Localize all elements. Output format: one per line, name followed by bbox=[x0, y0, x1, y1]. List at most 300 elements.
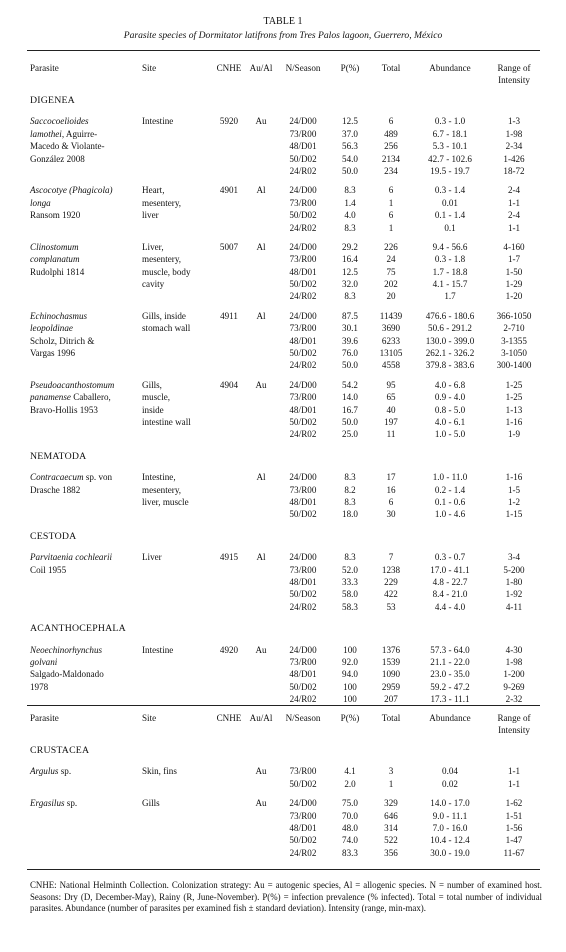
authority-text: Bravo-Hollis 1953 bbox=[30, 404, 98, 415]
prevalence-value: 48.0 bbox=[342, 822, 358, 833]
prevalence-cell bbox=[330, 551, 370, 613]
intensity-range-value: 1-2 bbox=[507, 496, 521, 507]
species-name: Echinochasmus bbox=[30, 310, 88, 321]
authority-text: Macedo & Violante- bbox=[30, 141, 105, 152]
total-value: 1 bbox=[388, 197, 394, 208]
intensity-range-value: 1-5 bbox=[507, 484, 521, 495]
n-season-value: 73/R00 bbox=[289, 810, 317, 821]
abundance-value: 4.8 - 22.7 bbox=[432, 576, 468, 587]
n-season-value: 73/R00 bbox=[289, 564, 317, 575]
prevalence-value: 70.0 bbox=[342, 810, 358, 821]
total-value: 40 bbox=[386, 404, 396, 415]
authority-text: Coil 1955 bbox=[30, 564, 67, 575]
abundance-value: 0.2 - 1.4 bbox=[434, 484, 466, 495]
site-line: muscle, bbox=[142, 392, 171, 403]
abundance-value: 8.4 - 21.0 bbox=[432, 589, 468, 600]
total-value: 1238 bbox=[381, 564, 401, 575]
parasite-name-line bbox=[30, 335, 142, 347]
abundance-value: 59.2 - 47.2 bbox=[430, 681, 470, 692]
total-value: 1539 bbox=[381, 656, 401, 667]
n-season-value: 73/R00 bbox=[289, 484, 317, 495]
prevalence-value: 12.5 bbox=[342, 266, 358, 277]
prevalence-value: 92.0 bbox=[342, 656, 358, 667]
abundance-cell bbox=[412, 310, 488, 372]
prevalence-value: 56.3 bbox=[342, 141, 358, 152]
abundance-value: 0.3 - 1.0 bbox=[434, 116, 466, 127]
prevalence-value: 50.0 bbox=[342, 417, 358, 427]
prevalence-value: 16.4 bbox=[342, 254, 358, 265]
prevalence-value: 8.3 bbox=[344, 496, 356, 507]
n-season-value: 24/D00 bbox=[289, 241, 317, 252]
parasite-name-line bbox=[30, 347, 142, 359]
n-season-value: 73/R00 bbox=[289, 197, 317, 208]
site-line: stomach wall bbox=[142, 323, 191, 334]
species-name: lamothei bbox=[30, 128, 62, 139]
n-season-value: 73/R00 bbox=[289, 254, 317, 265]
bottom-rule bbox=[27, 869, 540, 870]
n-season-value: 50/D02 bbox=[289, 279, 317, 290]
abundance-value: 17.0 - 41.1 bbox=[430, 564, 470, 575]
parasite-name-line bbox=[30, 404, 142, 416]
intensity-range-value: 1-3 bbox=[507, 116, 521, 127]
header-range-line1: Range of bbox=[497, 63, 531, 73]
abundance-value: 1.0 - 4.6 bbox=[434, 509, 466, 520]
strategy-cell: Al bbox=[256, 241, 266, 252]
n-season-cell bbox=[276, 184, 330, 234]
intensity-range-value: 1-98 bbox=[505, 656, 523, 667]
n-season-value: 48/D01 bbox=[289, 404, 317, 415]
intensity-range-value: 3-4 bbox=[507, 552, 521, 563]
prevalence-cell bbox=[330, 184, 370, 234]
strategy-cell: Al bbox=[256, 552, 266, 563]
n-season-value: 50/D02 bbox=[289, 509, 317, 520]
prevalence-value: 2.0 bbox=[344, 778, 356, 789]
prevalence-cell bbox=[330, 379, 370, 441]
total-value: 95 bbox=[386, 379, 396, 390]
intensity-range-value: 1-92 bbox=[505, 589, 523, 600]
n-season-value: 48/D01 bbox=[289, 669, 317, 680]
intensity-range-value: 1-62 bbox=[505, 798, 523, 809]
parasite-name-line bbox=[30, 471, 142, 483]
parasite-name-line bbox=[30, 765, 142, 777]
parasite-name-line bbox=[30, 484, 142, 496]
cnhe-cell: 4901 bbox=[219, 185, 239, 196]
intensity-range-value: 9-269 bbox=[503, 681, 525, 692]
header-total: Total bbox=[381, 63, 401, 73]
strategy-cell: Al bbox=[256, 185, 266, 196]
site-line: Gills, bbox=[142, 379, 162, 390]
site-line: inside bbox=[142, 404, 164, 415]
intensity-range-value: 1-200 bbox=[503, 669, 525, 680]
authority-text: 1978 bbox=[30, 681, 49, 692]
site-line: Intestine, bbox=[142, 472, 176, 483]
top-rule bbox=[27, 50, 540, 51]
intensity-range-value: 1-29 bbox=[505, 279, 523, 290]
parasite-name-line bbox=[30, 681, 142, 693]
prevalence-value: 87.5 bbox=[342, 310, 358, 321]
abundance-value: 0.9 - 4.0 bbox=[434, 392, 466, 403]
prevalence-value: 8.2 bbox=[344, 484, 356, 495]
prevalence-value: 74.0 bbox=[342, 835, 358, 846]
parasite-name-line bbox=[30, 197, 142, 209]
cnhe-cell: 4920 bbox=[219, 644, 239, 655]
parasite-name-line bbox=[30, 209, 142, 221]
intensity-range-cell bbox=[488, 797, 540, 859]
parasite-name-line bbox=[30, 128, 142, 140]
species-name: Ergasilus bbox=[30, 798, 65, 809]
header-range-line2: Intensity bbox=[498, 75, 530, 86]
species-name: Pseudoacanthostomum bbox=[30, 379, 115, 390]
intensity-range-value: 1-98 bbox=[505, 128, 523, 139]
table-row bbox=[30, 115, 540, 177]
prevalence-value: 8.3 bbox=[344, 222, 356, 233]
n-season-value: 50/D02 bbox=[289, 778, 317, 789]
total-cell bbox=[370, 644, 412, 706]
abundance-value: 5.3 - 10.1 bbox=[432, 141, 468, 152]
species-name: Parvitaenia cochlearii bbox=[30, 552, 113, 563]
abundance-value: 0.3 - 0.7 bbox=[434, 552, 466, 563]
authority-text: González 2008 bbox=[30, 153, 85, 164]
n-season-value: 50/D02 bbox=[289, 348, 317, 359]
n-season-value: 24/R02 bbox=[289, 360, 317, 371]
abundance-cell bbox=[412, 241, 488, 303]
intensity-range-value: 2-710 bbox=[503, 323, 525, 334]
parasite-name-line bbox=[30, 797, 142, 809]
n-season-value: 24/D00 bbox=[289, 644, 317, 655]
abundance-value: 7.0 - 16.0 bbox=[432, 822, 468, 833]
total-cell bbox=[370, 184, 412, 234]
intensity-range-value: 1-1 bbox=[507, 778, 521, 789]
abundance-value: 17.3 - 11.1 bbox=[430, 694, 470, 705]
parasite-name-line bbox=[30, 241, 142, 253]
abundance-value: 0.1 - 0.6 bbox=[434, 496, 466, 507]
cnhe-cell: 4911 bbox=[220, 310, 238, 321]
table-subtitle: Parasite species of Dormitator latifrons from Tres Palos lagoon, Guerrero, México bbox=[123, 30, 443, 41]
abundance-value: 4.0 - 6.1 bbox=[434, 417, 466, 427]
site-cell bbox=[142, 765, 212, 777]
header-abundance: Abundance bbox=[429, 63, 471, 73]
intensity-range-value: 18-72 bbox=[503, 165, 525, 176]
authority-text: Rudolphi 1814 bbox=[30, 266, 85, 277]
total-value: 2959 bbox=[381, 681, 401, 692]
species-name: Ascocotye (Phagicola) bbox=[30, 185, 113, 196]
n-season-value: 24/D00 bbox=[289, 472, 317, 483]
total-value: 1090 bbox=[381, 669, 401, 680]
n-season-cell bbox=[276, 379, 330, 441]
total-value: 314 bbox=[384, 822, 398, 833]
header-site: Site bbox=[142, 713, 157, 723]
total-value: 229 bbox=[384, 576, 398, 587]
site-cell bbox=[142, 241, 212, 291]
n-season-value: 24/D00 bbox=[289, 552, 317, 563]
authority-text: sp. von bbox=[83, 472, 113, 483]
site-cell bbox=[142, 310, 212, 335]
abundance-cell bbox=[412, 551, 488, 613]
prevalence-cell bbox=[330, 115, 370, 177]
table-row bbox=[30, 184, 540, 234]
table-title: TABLE 1 bbox=[263, 16, 303, 27]
n-season-value: 24/R02 bbox=[289, 165, 317, 176]
total-value: 202 bbox=[384, 279, 398, 290]
abundance-value: 10.4 - 12.4 bbox=[430, 835, 470, 846]
site-cell bbox=[142, 471, 212, 508]
parasite-name-line bbox=[30, 310, 142, 322]
site-cell bbox=[142, 797, 212, 809]
site-cell bbox=[142, 115, 212, 127]
total-value: 53 bbox=[386, 601, 396, 612]
abundance-cell bbox=[412, 644, 488, 706]
species-name: leopoldinae bbox=[30, 323, 73, 334]
intensity-range-value: 1-7 bbox=[507, 254, 521, 265]
parasite-name-line bbox=[30, 184, 142, 196]
intensity-range-value: 1-80 bbox=[505, 576, 523, 587]
n-season-cell bbox=[276, 765, 330, 790]
intensity-range-cell bbox=[488, 765, 540, 790]
intensity-range-value: 1-15 bbox=[505, 509, 523, 520]
site-line: liver, muscle bbox=[142, 497, 189, 507]
intensity-range-cell bbox=[488, 379, 540, 441]
parasite-name-line bbox=[30, 322, 142, 334]
mid-rule bbox=[27, 705, 540, 706]
abundance-cell bbox=[412, 797, 488, 859]
abundance-value: 57.3 - 64.0 bbox=[430, 644, 470, 655]
prevalence-value: 100 bbox=[343, 694, 357, 705]
parasite-name-line bbox=[30, 564, 142, 576]
abundance-value: 0.3 - 1.8 bbox=[434, 254, 466, 265]
prevalence-value: 14.0 bbox=[342, 392, 358, 403]
header-cnhe: CNHE bbox=[216, 713, 242, 723]
abundance-value: 1.7 bbox=[444, 291, 456, 302]
table-body-part-2 bbox=[30, 735, 540, 866]
header-n-season: N/Season bbox=[285, 713, 321, 723]
parasite-name-cell bbox=[30, 379, 142, 416]
cnhe-cell: 4915 bbox=[219, 552, 239, 563]
group-heading: CRUSTACEA bbox=[30, 745, 90, 756]
total-value: 1376 bbox=[381, 644, 401, 655]
n-season-cell bbox=[276, 551, 330, 613]
total-value: 256 bbox=[384, 141, 398, 152]
table-row bbox=[30, 379, 540, 441]
table-body-part-1 bbox=[30, 85, 540, 712]
prevalence-cell bbox=[330, 644, 370, 706]
n-season-value: 73/R00 bbox=[289, 766, 317, 777]
total-cell bbox=[370, 115, 412, 177]
parasite-name-line bbox=[30, 668, 142, 680]
intensity-range-value: 1-56 bbox=[505, 822, 523, 833]
n-season-value: 50/D02 bbox=[289, 589, 317, 600]
abundance-cell bbox=[412, 471, 488, 521]
total-value: 16 bbox=[386, 484, 396, 495]
intensity-range-value: 1-50 bbox=[505, 266, 523, 277]
header-n-season: N/Season bbox=[285, 63, 321, 73]
prevalence-value: 12.5 bbox=[342, 116, 358, 127]
strategy-cell: Au bbox=[255, 798, 267, 809]
prevalence-value: 100 bbox=[343, 644, 357, 655]
site-line: Heart, bbox=[142, 185, 165, 196]
intensity-range-value: 2-34 bbox=[505, 141, 523, 152]
species-name: Clinostomum bbox=[30, 241, 79, 252]
prevalence-value: 54.2 bbox=[342, 379, 358, 390]
abundance-value: 4.1 - 15.7 bbox=[432, 279, 468, 290]
intensity-range-cell bbox=[488, 471, 540, 521]
intensity-range-value: 300-1400 bbox=[496, 360, 532, 371]
parasite-name-cell bbox=[30, 471, 142, 496]
total-value: 20 bbox=[386, 291, 396, 302]
n-season-value: 24/D00 bbox=[289, 798, 317, 809]
cnhe-cell: 5920 bbox=[219, 116, 239, 127]
abundance-cell bbox=[412, 184, 488, 234]
intensity-range-value: 11-67 bbox=[503, 847, 525, 858]
table-row bbox=[30, 241, 540, 303]
header-au-al: Au/Al bbox=[249, 713, 273, 723]
prevalence-cell bbox=[330, 310, 370, 372]
abundance-value: 0.01 bbox=[442, 197, 458, 208]
abundance-value: 21.1 - 22.0 bbox=[430, 656, 470, 667]
n-season-value: 73/R00 bbox=[289, 128, 317, 139]
total-cell bbox=[370, 310, 412, 372]
total-value: 3 bbox=[388, 766, 394, 777]
prevalence-value: 100 bbox=[343, 681, 357, 692]
intensity-range-value: 3-1050 bbox=[501, 348, 527, 359]
site-line: Intestine bbox=[142, 644, 174, 655]
parasite-name-cell bbox=[30, 797, 142, 809]
intensity-range-value: 1-1 bbox=[507, 766, 521, 777]
intensity-range-value: 1-20 bbox=[505, 291, 523, 302]
strategy-cell: Au bbox=[255, 379, 267, 390]
header-au-al: Au/Al bbox=[249, 63, 273, 73]
intensity-range-value: 2-32 bbox=[505, 694, 523, 705]
prevalence-cell bbox=[330, 797, 370, 859]
prevalence-value: 37.0 bbox=[342, 128, 358, 139]
parasite-name-line bbox=[30, 551, 142, 563]
table-row bbox=[30, 797, 540, 859]
intensity-range-value: 4-160 bbox=[503, 241, 525, 252]
parasite-name-cell bbox=[30, 765, 142, 777]
prevalence-value: 75.0 bbox=[342, 798, 358, 809]
prevalence-value: 18.0 bbox=[342, 509, 358, 520]
total-value: 65 bbox=[386, 392, 396, 403]
total-value: 356 bbox=[384, 847, 398, 858]
header-prevalence: P(%) bbox=[340, 63, 360, 73]
site-line: intestine wall bbox=[142, 417, 191, 428]
site-line: liver bbox=[142, 210, 159, 221]
total-cell bbox=[370, 797, 412, 859]
table-footnote: CNHE: National Helminth Collection. Colonization strategy: Au = autogenic species, Al = allogenic species. N = number of examined host. Seasons: Dry (D, December-May), Rainy (R, June-November). P(%) = infection prevalence (% infected). Total = total number of individual parasites. Abundance (number of parasites per examined fish ± standard deviation). Intensity (range, min-max). bbox=[30, 880, 542, 914]
prevalence-value: 58.3 bbox=[342, 601, 358, 612]
abundance-value: 4.0 - 6.8 bbox=[434, 379, 466, 390]
n-season-value: 24/D00 bbox=[289, 185, 317, 196]
site-line: Intestine bbox=[142, 116, 174, 127]
group-heading: ACANTHOCEPHALA bbox=[30, 623, 126, 635]
intensity-range-value: 1-47 bbox=[505, 835, 523, 846]
table-row bbox=[30, 765, 540, 790]
prevalence-value: 16.7 bbox=[342, 404, 358, 415]
total-value: 207 bbox=[384, 694, 398, 705]
prevalence-value: 8.3 bbox=[344, 185, 356, 196]
species-name: Contracaecum bbox=[30, 472, 84, 483]
total-cell bbox=[370, 241, 412, 303]
total-value: 3690 bbox=[381, 323, 401, 334]
species-name: panamense bbox=[30, 392, 71, 403]
total-value: 226 bbox=[384, 241, 398, 252]
authority-text: sp. bbox=[64, 798, 78, 809]
site-cell bbox=[142, 379, 212, 429]
cnhe-cell: 5007 bbox=[219, 241, 239, 252]
n-season-value: 48/D01 bbox=[289, 141, 317, 152]
prevalence-value: 58.0 bbox=[342, 589, 358, 600]
n-season-cell bbox=[276, 310, 330, 372]
header-cnhe: CNHE bbox=[216, 63, 242, 73]
table-row bbox=[30, 471, 540, 521]
n-season-value: 50/D02 bbox=[289, 210, 317, 221]
abundance-value: 1.0 - 11.0 bbox=[432, 472, 468, 483]
header-range-line1: Range of bbox=[497, 713, 531, 723]
prevalence-value: 1.4 bbox=[344, 197, 356, 208]
abundance-cell bbox=[412, 379, 488, 441]
header-prevalence: P(%) bbox=[340, 713, 360, 723]
total-value: 11439 bbox=[379, 310, 403, 321]
site-line: Liver bbox=[142, 552, 162, 563]
total-value: 4558 bbox=[381, 360, 401, 371]
prevalence-value: 50.0 bbox=[342, 165, 358, 176]
site-cell bbox=[142, 551, 212, 563]
total-cell bbox=[370, 471, 412, 521]
total-value: 6 bbox=[388, 210, 394, 221]
abundance-value: 0.02 bbox=[442, 778, 458, 789]
prevalence-value: 76.0 bbox=[342, 348, 358, 359]
strategy-cell: Au bbox=[255, 116, 267, 127]
species-name: longa bbox=[30, 197, 51, 208]
abundance-value: 50.6 - 291.2 bbox=[428, 323, 472, 334]
strategy-cell: Au bbox=[255, 766, 267, 777]
parasite-name-line bbox=[30, 379, 142, 391]
total-value: 30 bbox=[386, 509, 396, 520]
n-season-value: 24/D00 bbox=[289, 379, 317, 390]
total-value: 234 bbox=[384, 165, 398, 176]
parasite-name-cell bbox=[30, 551, 142, 576]
prevalence-value: 8.3 bbox=[344, 472, 356, 483]
n-season-value: 48/D01 bbox=[289, 822, 317, 833]
intensity-range-value: 5-200 bbox=[503, 564, 525, 575]
parasite-name-line bbox=[30, 140, 142, 152]
n-season-value: 48/D01 bbox=[289, 266, 317, 277]
prevalence-cell bbox=[330, 241, 370, 303]
intensity-range-value: 4-30 bbox=[505, 644, 523, 655]
total-cell bbox=[370, 379, 412, 441]
prevalence-value: 4.0 bbox=[344, 210, 356, 221]
site-line: mesentery, bbox=[142, 484, 182, 495]
total-value: 7 bbox=[388, 552, 394, 563]
abundance-value: 14.0 - 17.0 bbox=[430, 798, 470, 809]
abundance-value: 42.7 - 102.6 bbox=[428, 153, 472, 164]
total-value: 1 bbox=[388, 778, 394, 789]
total-cell bbox=[370, 551, 412, 613]
authority-text: Caballero, bbox=[70, 392, 111, 403]
site-cell bbox=[142, 644, 212, 656]
species-name: Saccocoelioides bbox=[30, 116, 89, 127]
total-value: 24 bbox=[386, 254, 396, 265]
intensity-range-cell bbox=[488, 115, 540, 177]
total-value: 646 bbox=[384, 810, 398, 821]
abundance-value: 130.0 - 399.0 bbox=[425, 335, 475, 346]
abundance-value: 6.7 - 18.1 bbox=[432, 128, 468, 139]
abundance-value: 9.0 - 11.1 bbox=[432, 810, 468, 821]
prevalence-value: 83.3 bbox=[342, 847, 358, 858]
abundance-value: 0.8 - 5.0 bbox=[434, 404, 466, 415]
site-line: mesentery, bbox=[142, 254, 182, 265]
n-season-value: 73/R00 bbox=[289, 656, 317, 667]
abundance-value: 9.4 - 56.6 bbox=[432, 241, 468, 252]
